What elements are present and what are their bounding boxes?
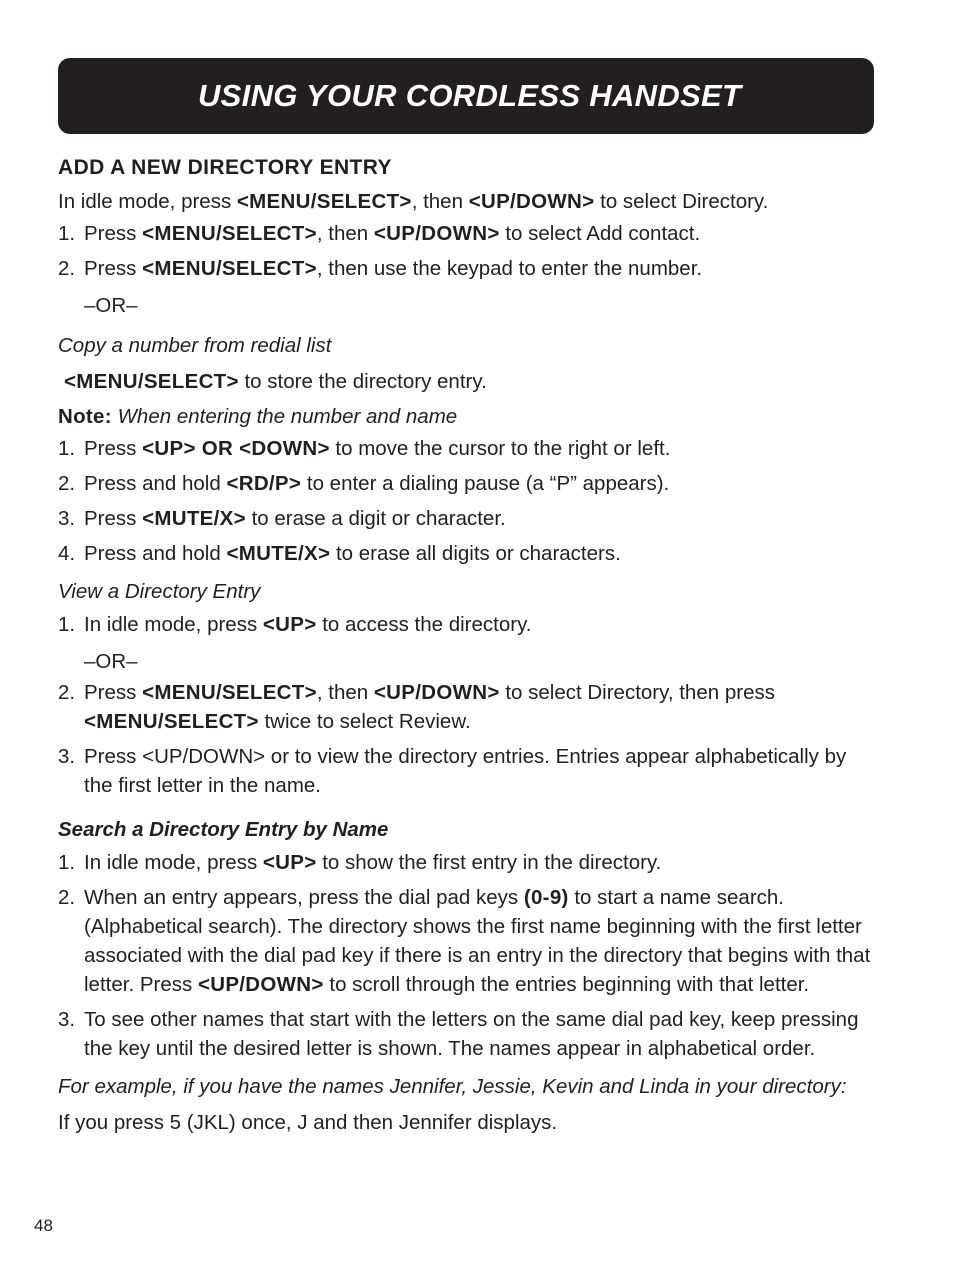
view-step-1 <box>58 610 876 639</box>
search-step-3 <box>58 1005 876 1063</box>
text: Press <box>84 257 143 280</box>
key-up: <UP> <box>262 851 317 874</box>
key-up: <UP> <box>262 613 317 636</box>
key-menu-select: <MENU/SELECT> <box>142 257 317 280</box>
page-content <box>58 152 876 1140</box>
step-number: 1. <box>58 851 76 874</box>
text: Press and hold <box>84 472 227 495</box>
key-menu-select: <MENU/SELECT> <box>142 222 317 245</box>
add-intro <box>58 184 876 219</box>
text: In idle mode, press <box>84 851 263 874</box>
note-item-1 <box>58 434 876 463</box>
page-title: USING YOUR CORDLESS HANDSET <box>198 78 742 113</box>
view-step-2 <box>58 678 876 736</box>
copy-subheading: Copy a number from redial list <box>58 334 332 357</box>
key-menu-select: <MENU/SELECT> <box>236 190 412 213</box>
step-text <box>84 504 876 533</box>
key-rd-p: <RD/P> <box>226 472 302 495</box>
text: to select Directory. <box>594 190 769 213</box>
note-item-2 <box>58 469 876 498</box>
key-up-down: <UP/DOWN> <box>197 973 324 996</box>
key-up-or-down: <UP> OR <DOWN> <box>142 437 330 460</box>
example-result: If you press 5 (JKL) once, J and then Jennifer displays. <box>58 1111 558 1134</box>
step-number: 3. <box>58 1008 76 1031</box>
key-menu-select: <MENU/SELECT> <box>142 681 317 704</box>
step-number: 3. <box>58 507 76 530</box>
key-menu-select: <MENU/SELECT> <box>84 710 259 733</box>
store-line <box>58 364 876 399</box>
text: to start a name search. (Alphabetical search). The directory shows the first name beginning with the first letter associated with the dial pad key if there is an entry in the directory that begins with that letter. Press <box>84 886 871 996</box>
step-text <box>84 678 876 736</box>
text: , then <box>411 190 469 213</box>
text: In idle mode, press <box>84 613 263 636</box>
step-text <box>84 883 876 999</box>
section-heading-add-entry: ADD A NEW DIRECTORY ENTRY <box>58 156 392 179</box>
step-number: 2. <box>58 257 76 280</box>
text: to scroll through the entries beginning with that letter. <box>323 973 810 996</box>
text: When an entry appears, press the dial pad keys <box>84 886 524 909</box>
key-up-down: <UP/DOWN> <box>373 222 500 245</box>
step-number: 1. <box>58 613 76 636</box>
key-mute-x: <MUTE/X> <box>226 542 331 565</box>
text: Press and hold <box>84 542 227 565</box>
or-separator: –OR– <box>84 650 138 673</box>
text: Press <box>84 507 143 530</box>
text: In idle mode, press <box>58 190 237 213</box>
add-step-2 <box>58 254 876 283</box>
text: , then use the keypad to enter the number. <box>316 257 703 280</box>
step-text <box>84 434 876 463</box>
step-text <box>84 219 876 248</box>
step-number: 2. <box>58 886 76 909</box>
key-mute-x: <MUTE/X> <box>142 507 246 530</box>
key-digits: (0-9) <box>523 886 569 909</box>
search-step-2 <box>58 883 876 999</box>
view-step-3 <box>58 742 876 800</box>
text: to erase all digits or characters. <box>330 542 621 565</box>
text: to select Directory, then press <box>499 681 775 704</box>
step-text: To see other names that start with the letters on the same dial pad key, keep pressing the key until the desired letter is shown. The names appear in alphabetical order. <box>84 1008 859 1060</box>
text: to access the directory. <box>316 613 532 636</box>
text: to erase a digit or character. <box>245 507 506 530</box>
step-text <box>84 254 876 283</box>
text: to move the cursor to the right or left. <box>329 437 671 460</box>
note-item-3 <box>58 504 876 533</box>
step-text: Press <UP/DOWN> or to view the directory entries. Entries appear alphabetically by the first letter in the name. <box>84 745 847 797</box>
example-line: For example, if you have the names Jennifer, Jessie, Kevin and Linda in your directory: <box>58 1075 847 1098</box>
page-number: 48 <box>34 1216 53 1235</box>
step-number: 3. <box>58 745 76 768</box>
text: , then <box>316 681 374 704</box>
key-up-down: <UP/DOWN> <box>373 681 500 704</box>
step-number: 2. <box>58 472 76 495</box>
step-number: 1. <box>58 437 76 460</box>
note-label: Note: <box>58 405 112 428</box>
text: to store the directory entry. <box>238 370 487 393</box>
key-menu-select: <MENU/SELECT> <box>64 370 239 393</box>
step-number: 1. <box>58 222 76 245</box>
header-banner <box>58 58 874 134</box>
view-subheading: View a Directory Entry <box>58 580 261 603</box>
step-number: 4. <box>58 542 76 565</box>
key-up-down: <UP/DOWN> <box>468 190 595 213</box>
step-text <box>84 469 876 498</box>
step-text <box>84 848 876 877</box>
or-separator: –OR– <box>84 294 138 317</box>
note-text: When entering the number and name <box>111 405 458 428</box>
text: to enter a dialing pause (a “P” appears). <box>301 472 670 495</box>
text: Press <box>84 222 143 245</box>
note-line <box>58 399 876 434</box>
text: twice to select Review. <box>258 710 471 733</box>
step-number: 2. <box>58 681 76 704</box>
step-text <box>84 610 876 639</box>
search-step-1 <box>58 848 876 877</box>
text: , then <box>316 222 374 245</box>
search-subheading: Search a Directory Entry by Name <box>58 818 389 841</box>
step-text <box>84 539 876 568</box>
text: Press <box>84 681 143 704</box>
text: Press <box>84 437 143 460</box>
note-item-4 <box>58 539 876 568</box>
add-step-1 <box>58 219 876 248</box>
text: to select Add contact. <box>499 222 701 245</box>
text: to show the first entry in the directory. <box>316 851 662 874</box>
